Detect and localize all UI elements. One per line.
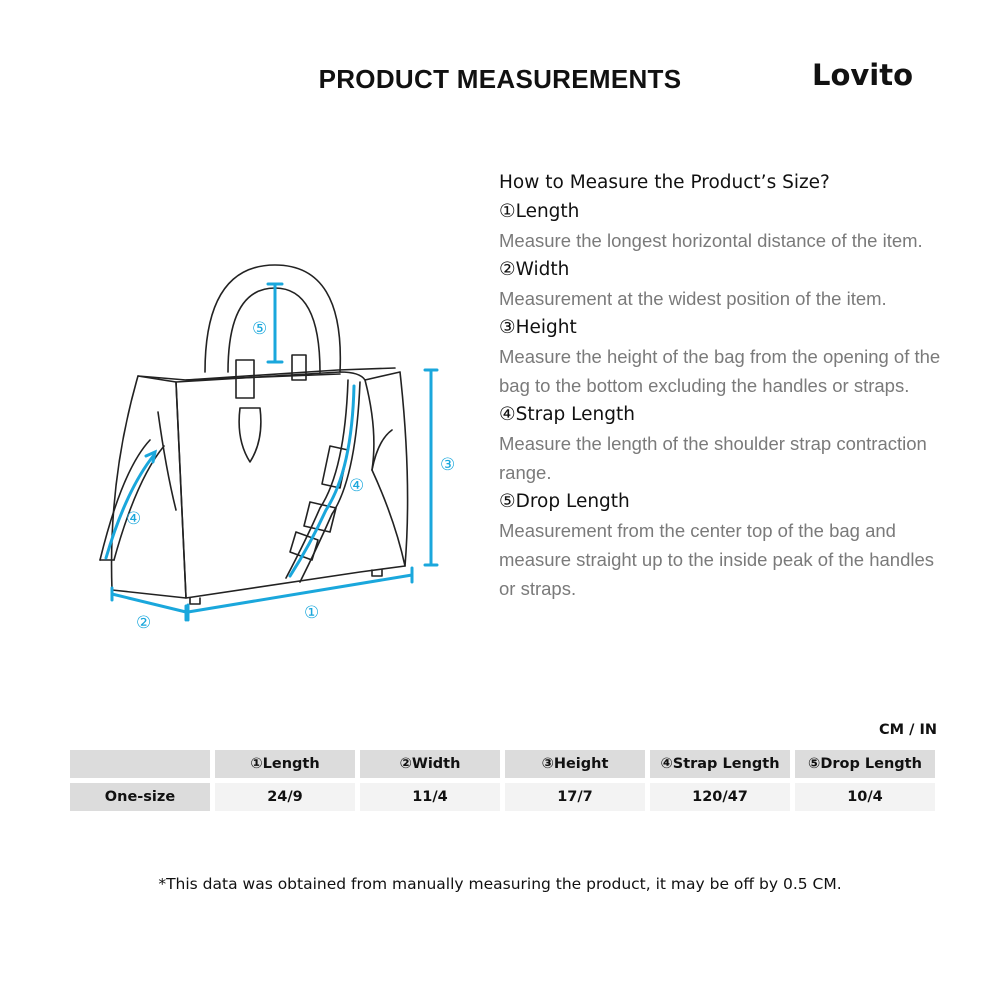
table-header-cell: ②Width [360,750,500,778]
marker-height: ③ [440,455,456,475]
measure-guide [499,168,949,603]
guide-item-strap-desc: Measure the length of the shoulder strap contraction range. [499,433,927,483]
guide-item-drop-title: ⑤Drop Length [499,491,630,512]
marker-strap-left: ④ [126,509,142,529]
guide-item-width-desc: Measurement at the widest position of the item. [499,288,887,309]
table-cell: 10/4 [795,783,935,811]
bag-diagram [80,255,480,635]
table-header-cell: ⑤Drop Length [795,750,935,778]
guide-item-drop-desc: Measurement from the center top of the bag and measure straight up to the inside peak of the handles or straps. [499,520,935,599]
table-header-cell [70,750,210,778]
table-row [70,783,935,811]
table-cell: 11/4 [360,783,500,811]
marker-length: ① [304,603,320,623]
size-table [70,750,935,816]
table-cell: 120/47 [650,783,790,811]
page-title: PRODUCT MEASUREMENTS [318,64,682,94]
marker-width: ② [136,613,152,633]
guide-item-height-title: ③Height [499,317,577,338]
marker-drop: ⑤ [252,319,268,339]
table-header-row [70,750,935,778]
guide-item-length-title: ①Length [499,201,580,222]
guide-heading: How to Measure the Product’s Size? [499,172,830,193]
guide-item-length-desc: Measure the longest horizontal distance of the item. [499,230,923,251]
unit-label: CM / IN [879,722,937,738]
table-header-cell: ①Length [215,750,355,778]
footnote: *This data was obtained from manually measuring the product, it may be off by 0.5 CM. [158,875,842,893]
guide-item-width-title: ②Width [499,259,570,280]
table-header-cell: ④Strap Length [650,750,790,778]
guide-item-height-desc: Measure the height of the bag from the opening of the bag to the bottom excluding the handles or straps. [499,346,941,396]
table-cell: 24/9 [215,783,355,811]
guide-item-strap-title: ④Strap Length [499,404,635,425]
marker-strap-right: ④ [349,476,365,496]
diagram-markers [126,319,455,633]
brand-logo: Lovito [812,58,914,92]
table-cell: 17/7 [505,783,645,811]
table-cell-size: One-size [70,783,210,811]
bag-outline [100,265,408,604]
measurement-guides [106,284,437,620]
table-header-cell: ③Height [505,750,645,778]
